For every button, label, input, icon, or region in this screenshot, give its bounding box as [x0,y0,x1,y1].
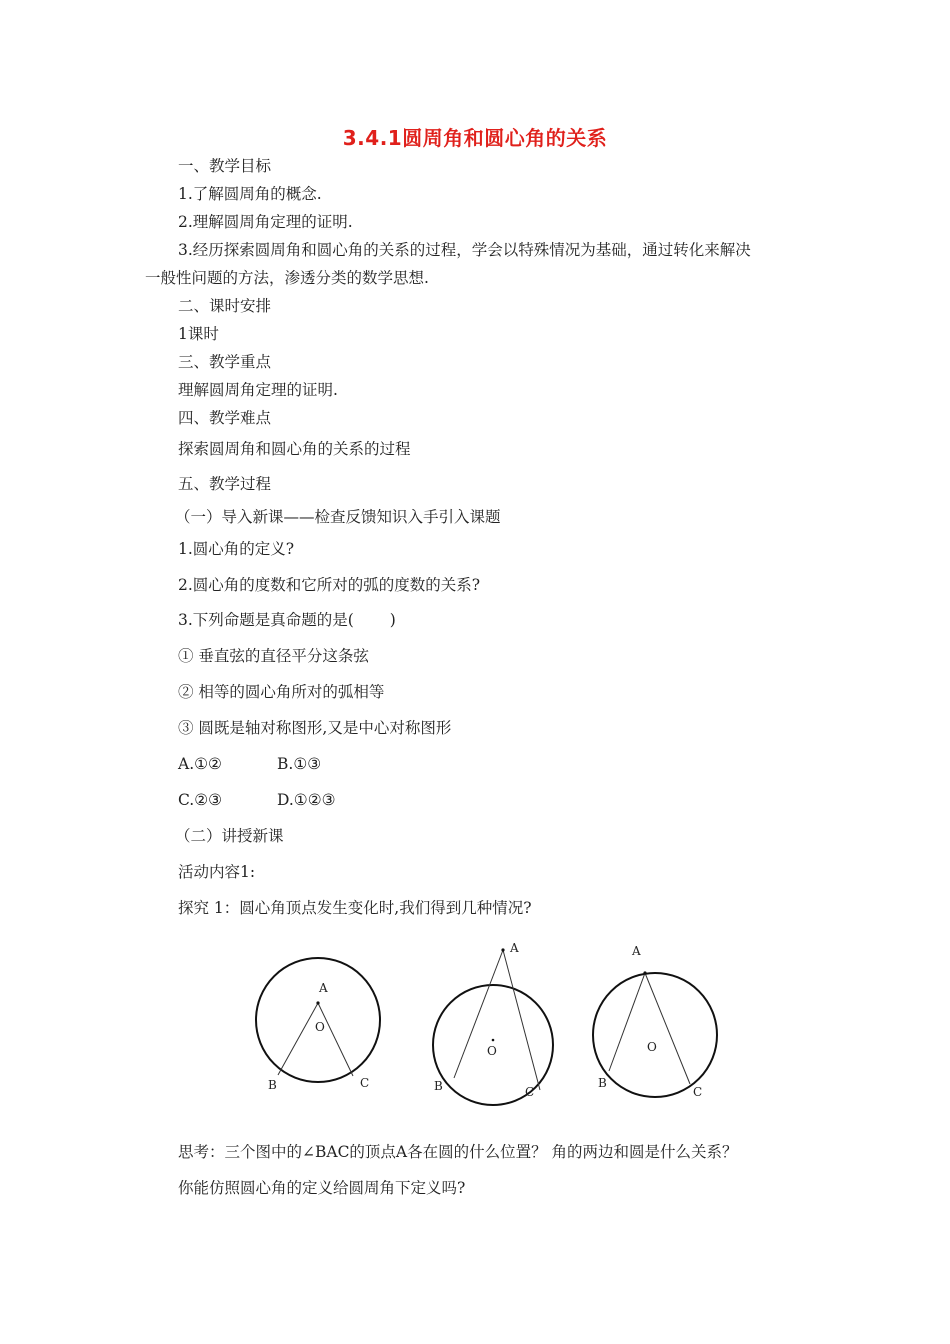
statement-1: ① 垂直弦的直径平分这条弦 [178,647,369,665]
goal-3-line-2: 一般性问题的方法，渗透分类的数学思想. [145,269,429,287]
option-a: A.①② [178,755,222,773]
label-c: C [360,1076,370,1090]
goal-2: 2.理解圆周角定理的证明. [178,213,353,231]
section-heading-schedule: 二、课时安排 [178,297,272,315]
vertex-dot [316,1001,319,1004]
goal-3-line-1: 3.经历探索圆周角和圆心角的关系的过程，学会以特殊情况为基础，通过转化来解决 [178,241,751,259]
part-1-heading: （一）导入新课——检查反馈知识入手引入课题 [175,508,501,526]
label-c: C [693,1085,703,1099]
statement-3: ③ 圆既是轴对称图形,又是中心对称图形 [178,719,452,737]
goal-1: 1.了解圆周角的概念. [178,185,322,203]
label-b: B [598,1076,607,1090]
question-2: 2.圆心角的度数和它所对的弧的度数的关系? [178,576,481,594]
option-b: B.①③ [277,755,322,773]
figure-vertex-on-circle [585,935,725,1105]
label-b: B [268,1078,277,1092]
label-b: B [434,1079,443,1093]
option-d: D.①②③ [277,791,336,809]
label-c: C [525,1085,535,1099]
key-points-body: 理解圆周角定理的证明. [178,381,338,399]
difficulties-body: 探索圆周角和圆心角的关系的过程 [178,440,411,458]
section-heading-difficulties: 四、教学难点 [178,409,272,427]
explore-prompt: 探究 1：圆心角顶点发生变化时,我们得到几种情况? [178,899,532,917]
circle [593,973,717,1097]
definition-prompt: 你能仿照圆心角的定义给圆周角下定义吗? [178,1179,466,1197]
section-heading-key-points: 三、教学重点 [178,353,272,371]
option-c: C.②③ [178,791,223,809]
label-a: A [510,941,519,955]
label-a: A [319,981,328,995]
vertex-dot [501,948,504,951]
part-2-heading: （二）讲授新课 [175,827,284,845]
think-prompt: 思考：三个图中的∠BAC的顶点A各在圆的什么位置？ 角的两边和圆是什么关系？ [178,1143,738,1161]
section-heading-process: 五、教学过程 [178,475,272,493]
label-a: A [632,944,641,958]
chord-ac [645,973,690,1084]
schedule-body: 1课时 [178,325,219,343]
figure-vertex-outside [425,935,565,1105]
figure-vertex-inside [245,965,395,1095]
section-heading-goals: 一、教学目标 [178,157,272,175]
question-3: 3.下列命题是真命题的是( ) [178,611,396,629]
label-o: O [315,1020,325,1034]
label-o: O [487,1044,497,1058]
document-title: 3.4.1圆周角和圆心角的关系 [342,126,608,150]
question-1: 1.圆心角的定义? [178,540,295,558]
label-o: O [647,1040,657,1054]
center-dot [492,1039,495,1042]
chord-ab [454,950,503,1078]
vertex-dot [643,971,646,974]
chord-ac [318,1003,353,1076]
chord-ac [503,950,540,1090]
statement-2: ② 相等的圆心角所对的弧相等 [178,683,385,701]
chord-ab [278,1003,318,1075]
activity-heading: 活动内容1: [178,863,256,881]
